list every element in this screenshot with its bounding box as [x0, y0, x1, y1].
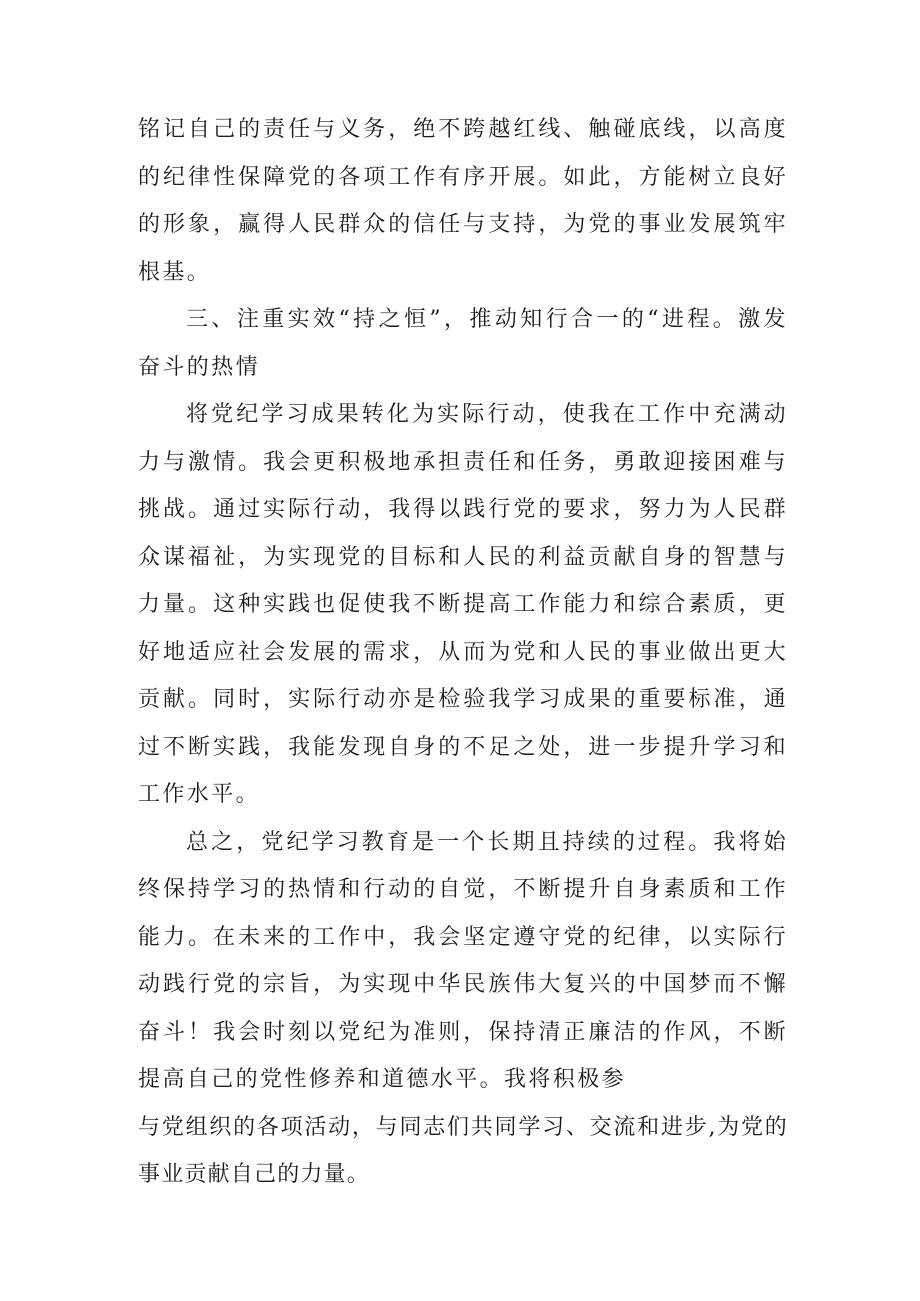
paragraph-closing: 与党组织的各项活动，与同志们共同学习、交流和进步,为党的事业贡献自己的力量。 — [138, 1114, 788, 1187]
document-body — [138, 106, 788, 1199]
paragraph-action: 将党纪学习成果转化为实际行动，使我在工作中充满动力与激情。我会更积极地承担责任和任务，勇敢迎接困难与挑战。通过实际行动，我得以践行党的要求，努力为人民群众谋福祉，为实现党的目标和人民的利益贡献自身的智慧与力量。这种实践也促使我不断提高工作能力和综合素质，更好地适应社会发展的需求，从而为党和人民的事业做出更大贡献。同时，实际行动亦是检验我学习成果的重要标准，通过不断实践，我能发现自身的不足之处，进一步提升学习和工作水平。 — [138, 402, 788, 807]
paragraph-continuation: 铭记自己的责任与义务，绝不跨越红线、触碰底线，以高度的纪律性保障党的各项工作有序开展。如此，方能树立良好的形象，赢得人民群众的信任与支持，为党的事业发展筑牢根基。 — [138, 117, 788, 285]
section-heading: 三、注重实效“持之恒”，推动知行合一的“进程。激发奋斗的热情 — [138, 307, 788, 380]
paragraph-conclusion: 总之，党纪学习教育是一个长期且持续的过程。我将始终保持学习的热情和行动的自觉，不断提升自身素质和工作能力。在未来的工作中，我会坚定遵守党的纪律，以实际行动践行党的宗旨，为实现中华民族伟大复兴的中国梦而不懈奋斗！我会时刻以党纪为准则，保持清正廉洁的作风，不断提高自己的党性修养和道德水平。我将积极参 — [138, 829, 788, 1092]
